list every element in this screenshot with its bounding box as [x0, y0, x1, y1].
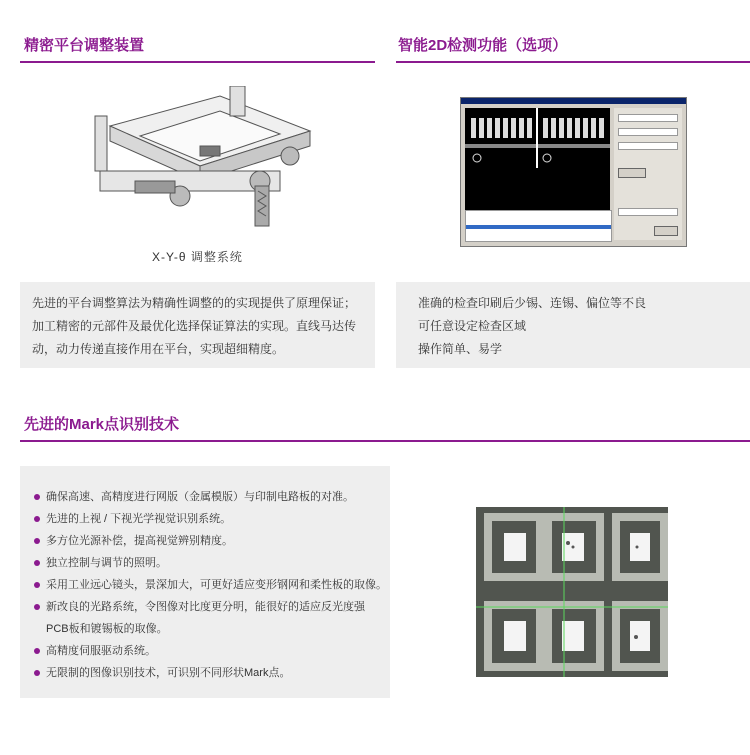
list-item: 独立控制与调节的照明。	[32, 552, 388, 574]
inspection-description	[418, 292, 738, 361]
desc-line: 可任意设定检查区域	[418, 319, 527, 333]
mark-features-list	[32, 486, 388, 684]
platform-illustration	[80, 86, 330, 236]
platform-description	[32, 292, 372, 361]
mark-recognition-image	[476, 507, 668, 677]
section-title-mark-recognition: 先进的Mark点识别技术	[24, 416, 180, 433]
desc-line: 动，动力传递直接作用在平台，实现超细精度。	[32, 342, 285, 356]
list-item: 采用工业远心镜头，景深加大，可更好适应变形钢网和柔性板的取像。	[32, 574, 388, 596]
list-item: 新改良的光路系统，令图像对比度更分明，能很好的适应反光度强	[32, 596, 388, 618]
desc-line: 先进的平台调整算法为精确性调整的的实现提供了原理保证；	[32, 296, 357, 310]
inspection-software-screenshot	[460, 97, 687, 247]
list-item: 高精度伺服驱动系统。	[32, 640, 388, 662]
list-item: 多方位光源补偿，提高视觉辨别精度。	[32, 530, 388, 552]
desc-line: 准确的检查印刷后少锡、连锡、偏位等不良	[418, 296, 647, 310]
list-item: 确保高速、高精度进行网版（金属模版）与印制电路板的对准。	[32, 486, 388, 508]
platform-caption: X-Y-θ 调整系统	[152, 250, 243, 264]
desc-line: 加工精密的元部件及最优化选择保证算法的实现。直线马达传	[32, 319, 357, 333]
divider	[20, 61, 375, 63]
divider	[396, 61, 750, 63]
list-item-continuation: PCB板和镀锡板的取像。	[46, 623, 168, 635]
divider	[20, 440, 750, 442]
list-item: 先进的上视 / 下视光学视觉识别系统。	[32, 508, 388, 530]
list-item: 无限制的图像识别技术，可识别不同形状Mark点。	[32, 662, 388, 684]
section-title-2d-inspection: 智能2D检测功能（选项）	[398, 37, 568, 54]
desc-line: 操作简单、易学	[418, 342, 503, 356]
section-title-platform: 精密平台调整装置	[24, 37, 145, 54]
